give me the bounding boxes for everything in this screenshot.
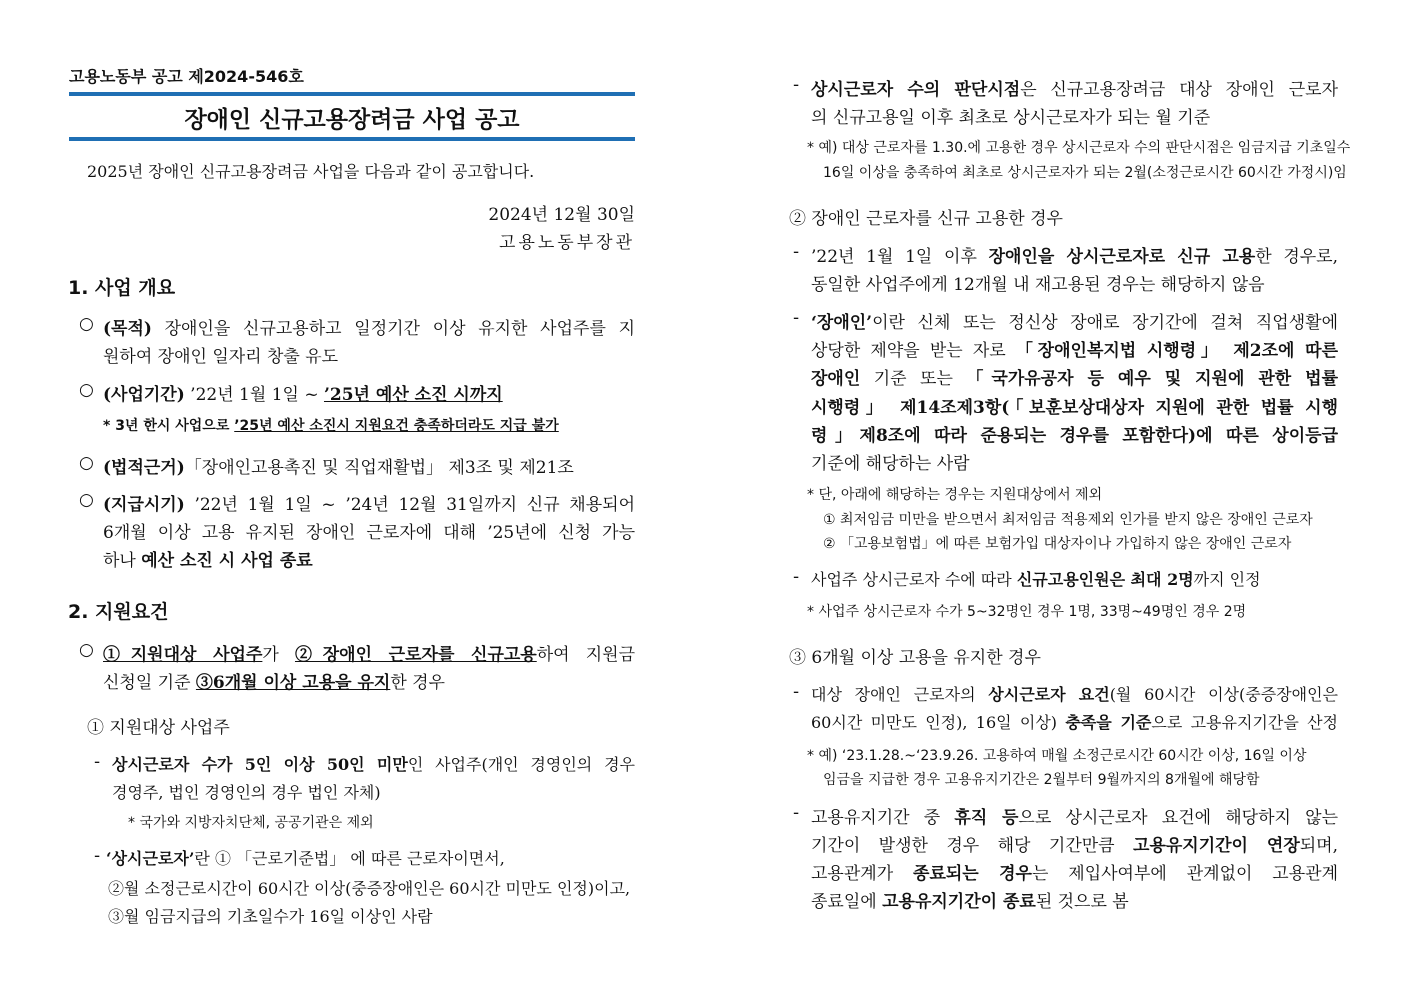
req-text: 신청일 기준 [103, 673, 196, 693]
requirement-line-2 [103, 668, 445, 693]
requirement-line-1 [103, 640, 635, 665]
req-retention: ③6개월 이상 고용을 유지 [195, 673, 391, 693]
judgment-note-1: * 예) 대상 근로자를 1.30.에 고용한 경우 상시근로자 수의 판단시점은 임금지급 기초일수 [807, 140, 1351, 156]
dash: - [94, 752, 101, 772]
exclusion-note: * 단, 아래에 해당하는 경우는 지원대상에서 제외 [807, 487, 1103, 503]
judgment-text: 은 신규고용장려금 대상 장애인 근로자 [1020, 80, 1338, 100]
retention-line-2 [811, 710, 1338, 733]
leave-text: 는 제입사여부에 관계없이 고용관계 [1031, 864, 1339, 884]
basis-line [103, 453, 574, 478]
dash: - [94, 846, 101, 866]
notice-date: 2024년 12월 30일 [488, 205, 635, 225]
bullet: ○ [79, 453, 94, 473]
section-1-heading: 1. 사업 개요 [68, 277, 176, 299]
leave-emphasis: 휴직 등 [954, 808, 1019, 828]
page-title: 장애인 신규고용장려금 사업 공고 [184, 107, 520, 133]
new-hire-emphasis: 장애인을 상시근로자로 신규 고용 [988, 247, 1256, 267]
exclusion-item-2: ② 「고용보험법」에 따른 보험가입 대상자이나 가입하지 않은 장애인 근로자 [823, 536, 1292, 552]
title-top-rule [69, 92, 635, 96]
dash: - [793, 242, 800, 262]
employer-note: * 국가와 지방자치단체, 공공기관은 제외 [128, 815, 374, 831]
max-hire-text: 까지 인정 [1193, 570, 1261, 589]
employer-line-2: 경영주, 법인 경영인의 경우 법인 자체) [112, 783, 381, 802]
subsection-3-title: ③ 6개월 이상 고용을 유지한 경우 [789, 648, 1041, 668]
new-hire-line-1 [811, 242, 1338, 267]
dash: - [793, 75, 800, 95]
leave-text: 기간이 발생한 경우 해당 기간만큼 [811, 836, 1134, 856]
subsection-1-title: ① 지원대상 사업주 [87, 718, 230, 738]
new-hire-text: 한 경우로, [1255, 247, 1338, 267]
period-note-emphasis: ’25년 예산 소진시 지원요건 충족하더라도 지급 불가 [234, 418, 559, 434]
req-text: 하여 지원금 [536, 645, 636, 665]
leave-emphasis: 고용유지기간이 종료 [882, 892, 1036, 912]
retention-note-1: * 예) ‘23.1.28.~‘23.9.26. 고용하여 매월 소정근로시간 60시간 이상, 16일 이상 [807, 748, 1307, 764]
disabled-def-text: 이란 신체 또는 정신상 장애로 장기간에 걸쳐 직업생활에 [872, 313, 1338, 333]
leave-text: 되며, [1299, 836, 1338, 856]
period-line [103, 380, 503, 405]
judgment-note-2: 16일 이상을 충족하여 최초로 상시근로자가 되는 2월(소정근로시간 60시간 가정시)임 [823, 165, 1347, 181]
req-employer: ①지원대상 사업주 [103, 645, 263, 665]
leave-text: 고용유지기간 중 [811, 808, 955, 828]
notice-number: 고용노동부 공고 제2024-546호 [69, 67, 304, 86]
basis-label: (법적근거) [103, 458, 185, 478]
retention-text: 대상 장애인 근로자의 [811, 685, 989, 704]
disabled-def-text: 상당한 제약을 받는 자로 [811, 341, 1016, 361]
leave-emphasis: 종료되는 경우 [913, 864, 1032, 884]
pay-line-1 [103, 490, 635, 515]
retention-emphasis: 충족을 기준 [1065, 713, 1152, 732]
basis-text: 「장애인고용촉진 및 직업재활법」 제3조 및 제21조 [184, 458, 574, 478]
pay-label: (지급시기) [103, 495, 185, 515]
leave-line-4 [811, 887, 1129, 912]
bullet: ○ [79, 640, 94, 660]
period-label: (사업기간) [103, 385, 185, 405]
pay-line-3 [103, 546, 313, 571]
disabled-def-line-6: 기준에 해당하는 사람 [811, 454, 970, 474]
bullet: ○ [79, 314, 94, 334]
judgment-line-1 [811, 75, 1338, 100]
period-note-prefix: * 3년 한시 사업으로 [103, 418, 235, 434]
dash: - [793, 803, 800, 823]
disabled-word: 장애인 [811, 369, 861, 389]
purpose-line-1 [103, 314, 635, 339]
judgment-emphasis: 상시근로자 수의 판단시점 [811, 80, 1021, 100]
period-note [103, 415, 559, 435]
regular-worker-line-1 [106, 846, 505, 869]
new-hire-line-2: 동일한 사업주에게 12개월 내 재고용된 경우는 해당하지 않음 [811, 275, 1265, 295]
employer-line-1 [112, 752, 635, 775]
bullet: ○ [79, 380, 94, 400]
regular-worker-line-3: ③월 임금지급의 기초일수가 16일 이상인 사람 [108, 907, 433, 926]
disabled-def-line-2 [811, 336, 1338, 361]
purpose-label: (목적) [103, 319, 152, 339]
leave-line-3 [811, 859, 1338, 884]
disabled-def-text: 기준 또는 [860, 369, 967, 389]
retention-line-1 [811, 682, 1338, 705]
section-2-heading: 2. 지원요건 [68, 601, 169, 623]
period-emphasis: ’25년 예산 소진 시까지 [323, 385, 503, 405]
dash: - [793, 567, 800, 587]
retention-note-2: 임금을 지급한 경우 고용유지기간은 2월부터 9월까지의 8개월에 해당함 [823, 772, 1260, 788]
disabled-def-line-1 [811, 308, 1338, 333]
req-text: 한 경우 [390, 673, 445, 693]
intro-text: 2025년 장애인 신규고용장려금 사업을 다음과 같이 공고합니다. [87, 162, 535, 181]
purpose-text: 장애인을 신규고용하고 일정기간 이상 유지한 사업주를 지 [151, 319, 635, 339]
retention-text: 60시간 미만도 인정), 16일 이상) [811, 713, 1066, 732]
disabled-def-line-3 [811, 364, 1338, 389]
disabled-term: ‘장애인’ [811, 313, 873, 333]
disabled-law-1: 「장애인복지법 시행령」 제2조에 따른 [1015, 341, 1338, 361]
leave-text: 된 것으로 봄 [1035, 892, 1129, 912]
employer-emphasis: 상시근로자 수가 5인 이상 50인 미만 [112, 755, 408, 774]
leave-emphasis: 고용유지기간이 연장 [1133, 836, 1300, 856]
disabled-def-line-4: 시행령」 제14조제3항(「보훈보상대상자 지원에 관한 법률 시행 [811, 398, 1338, 418]
pay-emphasis: 예산 소진 시 사업 종료 [141, 551, 313, 571]
exclusion-item-1: ① 최저임금 미만을 받으면서 최저임금 적용제외 인가를 받지 않은 장애인 근로자 [823, 512, 1313, 528]
leave-text: 종료일에 [811, 892, 883, 912]
disabled-def-line-5: 령」제8조에 따라 준용되는 경우를 포함한다)에 따른 상이등급 [811, 426, 1338, 446]
employer-text: 인 사업주(개인 경영인의 경우 [407, 755, 635, 774]
pay-text: ’22년 1월 1일 ~ ’24년 12월 31일까지 신규 채용되어 [184, 495, 635, 515]
bullet: ○ [79, 490, 94, 510]
leave-text: 으로 상시근로자 요건에 해당하지 않는 [1018, 808, 1338, 828]
leave-line-1 [811, 803, 1338, 828]
disabled-law-2: 「국가유공자 등 예우 및 지원에 관한 법률 [966, 369, 1339, 389]
new-hire-text: ’22년 1월 1일 이후 [811, 247, 989, 267]
req-text: 가 [262, 645, 295, 665]
regular-worker-text: 란 ① 「근로기준법」 에 따른 근로자이면서, [194, 849, 505, 868]
dash: - [793, 308, 800, 328]
retention-text: 으로 고용유지기간을 산정 [1151, 713, 1338, 732]
judgment-line-2: 의 신규고용일 이후 최초로 상시근로자가 되는 월 기준 [811, 108, 1211, 128]
regular-worker-line-2: ②월 소정근로시간이 60시간 이상(중증장애인은 60시간 미만도 인정)이고, [108, 879, 631, 898]
purpose-line-2: 원하여 장애인 일자리 창출 유도 [103, 347, 339, 367]
max-hire-emphasis: 신규고용인원은 최대 2명 [1016, 570, 1194, 589]
max-hire-line [811, 567, 1261, 590]
subsection-2-title: ② 장애인 근로자를 신규 고용한 경우 [789, 209, 1063, 229]
max-hire-text: 사업주 상시근로자 수에 따라 [811, 570, 1017, 589]
req-new-hire: ②장애인 근로자를 신규고용 [294, 645, 537, 665]
pay-line-2: 6개월 이상 고용 유지된 장애인 근로자에 대해 ’25년에 신청 가능 [103, 523, 635, 543]
leave-line-2 [811, 831, 1338, 856]
dash: - [793, 682, 800, 702]
retention-text: (월 60시간 이상(중증장애인은 [1109, 685, 1338, 704]
period-text: ’22년 1월 1일 ~ [184, 385, 324, 405]
pay-text-3: 하나 [103, 551, 142, 571]
issuer: 고용노동부장관 [499, 233, 635, 253]
leave-text: 고용관계가 [811, 864, 914, 884]
retention-emphasis: 상시근로자 요건 [988, 685, 1110, 704]
regular-worker-term: ‘상시근로자’ [106, 849, 195, 868]
title-bottom-rule [69, 137, 635, 141]
max-hire-note: * 사업주 상시근로자 수가 5~32명인 경우 1명, 33명~49명인 경우 2명 [807, 604, 1247, 620]
